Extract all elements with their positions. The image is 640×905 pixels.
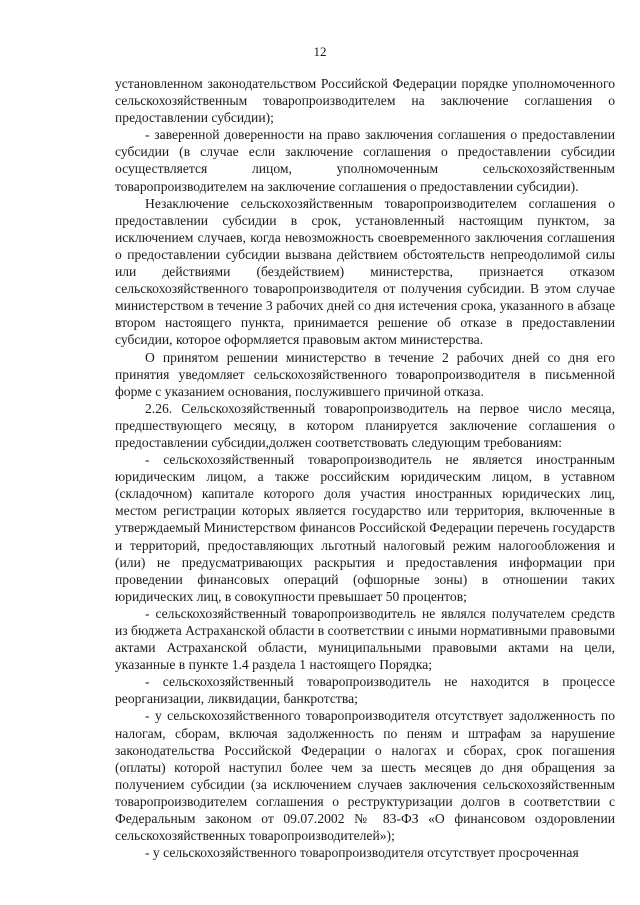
paragraph-continuation: установленном законодательством Российской Федерации порядке уполномоченного сельскохозяйственным товаропроизводителем на заключение соглашения о предоставлении субсидии); [115,76,615,126]
paragraph-requirement-foreign-entity: - сельскохозяйственный товаропроизводитель не является иностранным юридическим лицом, а также российским юридическим лицом, в уставном (складочном) капитале которого доля участия иностранных юридических лиц, местом регистрации которых является государство или территория, включенные в утверждаемый Министерством финансов Российской Федерации перечень государств и территорий, предоставляющих льготный налоговый режим налогообложения и (или) не предусматривающих раскрытия и предоставления информации при проведении финансовых операций (офшорные зоны) в отношении таких юридических лиц, в совокупности превышает 50 процентов; [115,452,615,604]
paragraph-non-conclusion: Незаключение сельскохозяйственным товаропроизводителем соглашения о предоставлении субсидии в срок, установленный настоящим пунктом, за исключением случаев, когда невозможность своевременного заключения соглашения о предоставлении субсидии вызвана действием обстоятельств непреодолимой силы или действиями (бездействием) министерства, признается отказом сельскохозяйственного товаропроизводителя от получения субсидии. В этом случае министерством в течение 3 рабочих дней со дня истечения срока, указанного в абзаце втором настоящего пункта, принимается решение об отказе в предоставлении субсидии, которое оформляется правовым актом министерства. [115,195,615,348]
paragraph-requirement-no-other-funds: - сельскохозяйственный товаропроизводитель не являлся получателем средств из бюджета Астраханской области в соответствии с иными нормативными правовыми актами Астраханской области, муниципальными правовыми актами на цели, указанные в пункте 1.4 раздела 1 настоящего Порядка; [115,605,616,673]
paragraph-power-of-attorney: - заверенной доверенности на право заключения соглашения о предоставлении субсидии (в случае если заключение соглашения о предоставлении субсидии осуществляется лицом, уполномоченным сельскохозяйственным товаропроизводителем на заключение соглашения о предоставлении субсидии). [115,127,615,194]
page-number: 12 [313,44,327,59]
paragraph-notification: О принятом решении министерство в течение 2 рабочих дней со дня его принятия уведомляет сельскохозяйственного товаропроизводителя в письменной форме с указанием основания, послужившего причиной отказа. [115,349,615,399]
paragraph-requirement-overdue: - у сельскохозяйственного товаропроизводителя отсутствует просроченная [145,845,579,861]
paragraph-requirement-no-tax-debt: - у сельскохозяйственного товаропроизводителя отсутствует задолженность по налогам, сборам, включая задолженность по пеням и штрафам за нарушение законодательства Российской Федерации о налогах и сборах, срок погашения (оплаты) которой наступил более чем за шесть месяцев до дня обращения за получением субсидии (за исключением случаев заключения сельскохозяйственным товаропроизводителем соглашения о реструктуризации долгов в соответствии с Федеральным законом от 09.07.2002 № 83-ФЗ «О финансовом оздоровлении сельскохозяйственных товаропроизводителей»); [115,708,615,844]
paragraph-requirement-no-reorganization: - сельскохозяйственный товаропроизводитель не находится в процессе реорганизации, ликвидации, банкротства; [115,674,615,707]
paragraph-2-26: 2.26. Сельскохозяйственный товаропроизводитель на первое число месяца, предшествующего месяцу, в котором планируется заключение соглашения о предоставлении субсидии,должен соответствовать следующим требованиям: [115,400,615,450]
document-body [115,75,615,861]
